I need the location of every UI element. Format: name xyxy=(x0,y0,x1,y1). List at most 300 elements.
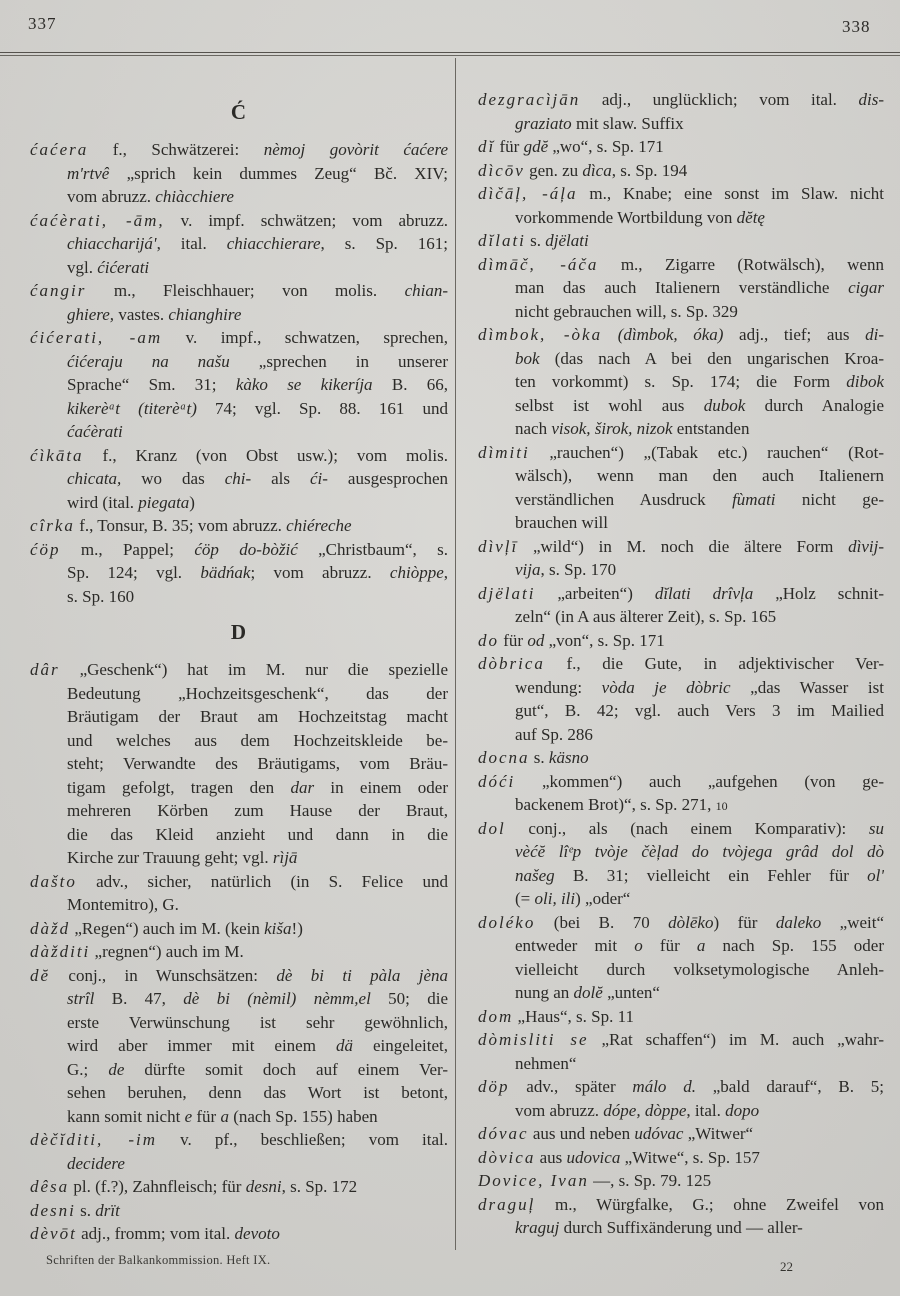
text-segment: (= xyxy=(515,889,535,908)
text-segment: desni xyxy=(245,1177,282,1196)
text-segment: B. 31; vielleicht ein Fehler für xyxy=(554,865,868,885)
dictionary-entry xyxy=(30,138,448,209)
text-segment: „Holz schnit- xyxy=(753,583,884,603)
dictionary-entry xyxy=(30,870,448,917)
dictionary-entry xyxy=(478,88,884,135)
entry-line xyxy=(478,817,884,841)
text-segment: a xyxy=(220,1106,229,1126)
text-segment: dom xyxy=(478,1006,514,1026)
text-segment: od xyxy=(527,630,545,650)
entry-line xyxy=(478,253,884,277)
text-segment: als xyxy=(251,469,310,488)
entry-line xyxy=(30,350,448,374)
dictionary-entry xyxy=(30,917,448,941)
text-segment: nicht ge- xyxy=(775,489,884,509)
text-segment: dàžd xyxy=(30,918,71,938)
dictionary-entry xyxy=(30,514,448,538)
text-segment: adj., fromm; vom ital. xyxy=(76,1224,235,1243)
text-segment: m., Knabe; eine sonst im Slaw. nicht xyxy=(577,184,884,203)
entry-line xyxy=(30,893,448,917)
text-segment: draguļ xyxy=(478,1194,536,1214)
text-segment: dìca xyxy=(582,160,612,180)
entry-line xyxy=(478,229,884,253)
section-heading: D xyxy=(230,620,248,644)
text-segment: su xyxy=(868,818,884,838)
text-segment: —, s. Sp. 79. 125 xyxy=(588,1171,712,1190)
entry-line xyxy=(478,182,884,206)
entry-line xyxy=(478,323,884,347)
text-segment: ći- xyxy=(310,469,328,488)
text-segment: mehreren Körben zum Hause der Braut, xyxy=(67,801,448,820)
text-segment: , ital. xyxy=(686,1100,726,1120)
dictionary-entry xyxy=(30,279,448,326)
text-segment: adv., später xyxy=(509,1077,633,1096)
text-segment: s. Sp. 160 xyxy=(67,586,135,606)
text-segment: dâr xyxy=(30,660,60,679)
entry-line xyxy=(30,987,448,1011)
text-segment: auf Sp. 286 xyxy=(515,724,593,744)
text-segment: steht; Verwandte des Bräutigams, vom Bräu- xyxy=(67,754,448,773)
entry-line xyxy=(30,185,448,209)
text-segment: dìčāļ, -áļa xyxy=(478,184,578,203)
text-segment: wird (ital. xyxy=(67,492,139,512)
text-segment: bok xyxy=(515,348,540,368)
text-segment: ) für xyxy=(713,912,776,932)
dictionary-entry xyxy=(478,1169,884,1193)
text-segment: ; vom abruzz. xyxy=(250,563,390,582)
entry-line xyxy=(478,394,884,418)
text-segment: , s. Sp. 161; xyxy=(320,234,448,253)
text-segment: dopo xyxy=(725,1100,760,1120)
text-segment: und welches aus dem Hochzeitskleide be- xyxy=(67,730,448,750)
text-segment: dòlēko xyxy=(668,912,714,932)
text-segment: dibok xyxy=(846,372,884,391)
text-segment: f., Kranz (von Obst usw.); vom molis. xyxy=(83,445,448,465)
dictionary-entry xyxy=(30,964,448,1129)
entry-line xyxy=(30,373,448,397)
dictionary-entry xyxy=(478,817,884,911)
text-segment: fùmati xyxy=(732,489,776,509)
text-segment: chiaccharijá' xyxy=(67,234,157,253)
text-segment: oli, ili xyxy=(534,889,576,908)
entry-line xyxy=(30,303,448,327)
entry-line xyxy=(478,652,884,676)
text-segment: kiša xyxy=(264,918,292,938)
text-segment: mit slaw. Suffix xyxy=(571,113,684,133)
text-segment: !) xyxy=(291,918,303,938)
text-segment: rìjā xyxy=(272,848,298,867)
text-segment: B. 47, xyxy=(94,989,184,1008)
dictionary-entry xyxy=(478,746,884,770)
text-segment: man das auch Italienern verständliche xyxy=(515,278,849,297)
dictionary-entry xyxy=(30,1175,448,1199)
entry-line xyxy=(478,464,884,488)
text-segment: „bald darauf“, B. 5; xyxy=(695,1077,884,1096)
text-segment: udóvac xyxy=(634,1124,684,1143)
entry-line xyxy=(478,864,884,888)
entry-line xyxy=(478,159,884,183)
text-segment: piegata xyxy=(138,492,190,512)
text-segment: dèčĭditi, -im xyxy=(30,1130,157,1149)
text-segment: wo das xyxy=(121,469,225,488)
text-segment: „wild“) in M. noch die ältere Form xyxy=(518,536,849,556)
text-segment: ćaćèrati xyxy=(67,422,123,441)
entry-line xyxy=(30,538,448,562)
text-segment: de xyxy=(108,1059,125,1079)
entry-line xyxy=(478,770,884,794)
text-segment: „wo“, s. Sp. 171 xyxy=(548,137,664,156)
text-segment: m., Würgfalke, G.; ohne Zweifel von xyxy=(535,1194,884,1214)
dictionary-entry xyxy=(478,182,884,229)
entry-line xyxy=(30,138,448,162)
text-segment: dópe, dòppe xyxy=(603,1100,687,1120)
dictionary-entry xyxy=(478,1028,884,1075)
text-segment: erste Verwünschung ist sehr gewöhnlich, xyxy=(67,1012,448,1032)
text-segment: „arbeiten“) xyxy=(535,583,655,603)
entry-line xyxy=(30,420,448,444)
text-segment: dìcōv xyxy=(478,160,525,180)
text-segment: vija xyxy=(515,560,541,579)
text-segment: strîl xyxy=(67,989,95,1008)
entry-line xyxy=(30,940,448,964)
entry-line xyxy=(478,981,884,1005)
text-segment: vielleicht durch volksetymologische Anleh- xyxy=(515,959,884,979)
text-segment: chiacchierare xyxy=(226,234,321,253)
text-segment: 50; die xyxy=(370,989,448,1008)
text-segment: aus xyxy=(535,1147,567,1167)
entry-line xyxy=(478,1099,884,1123)
text-segment: sehen beruhen, denn das Wort ist betont, xyxy=(67,1083,448,1102)
entry-line xyxy=(478,723,884,747)
text-segment: dašto xyxy=(30,871,77,891)
text-segment: dòbrica xyxy=(478,654,545,673)
text-segment: málo d. xyxy=(632,1077,696,1096)
text-segment: gen. zu xyxy=(524,160,583,180)
text-segment: tigam gefolgt, tragen den xyxy=(67,777,291,797)
entry-line xyxy=(478,793,884,817)
entry-line xyxy=(30,514,448,538)
entry-line xyxy=(30,467,448,491)
text-segment: vastes. xyxy=(114,304,169,324)
entry-line xyxy=(478,1028,884,1052)
entry-line xyxy=(30,326,448,350)
entry-line xyxy=(478,1146,884,1170)
text-segment: (das nach A bei den ungarischen Kroa- xyxy=(539,348,884,368)
text-segment: dar xyxy=(290,777,315,797)
text-segment: m., Fleischhauer; von molis. xyxy=(86,281,405,300)
text-segment: 74; vgl. Sp. 88. 161 und xyxy=(196,398,448,418)
page-number-right: 338 xyxy=(842,17,871,36)
text-segment: ćaćèrati, -ām, xyxy=(30,210,165,230)
text-segment: entstanden xyxy=(672,419,750,438)
entry-line xyxy=(478,347,884,371)
text-segment: adj., unglücklich; vom ital. xyxy=(580,90,859,109)
dictionary-entry xyxy=(478,582,884,629)
text-segment: f., die Gute, in adjektivischer Ver- xyxy=(544,654,884,673)
dictionary-entry xyxy=(478,135,884,159)
text-segment: backenem Brot)“, s. Sp. 271, xyxy=(515,795,716,814)
text-segment: „von“, s. Sp. 171 xyxy=(544,630,665,650)
entry-line xyxy=(30,752,448,776)
text-segment: vgl. xyxy=(67,257,98,277)
entry-line xyxy=(30,964,448,988)
text-segment: ausgesprochen xyxy=(327,469,448,488)
text-segment: bädńak xyxy=(200,563,251,582)
entry-line xyxy=(478,605,884,629)
column-right xyxy=(478,88,884,1240)
text-segment: Bedeutung „Hochzeitsgeschenk“, das der xyxy=(67,683,448,703)
footer-sheet-number: 22 xyxy=(780,1259,793,1274)
text-segment: vorkommende Wortbildung von xyxy=(515,207,737,227)
entry-line xyxy=(478,1005,884,1029)
text-segment: dêsa xyxy=(30,1177,70,1196)
text-segment: Bräutigam der Braut am Hochzeitstag macht xyxy=(67,707,448,726)
text-segment: kraguj xyxy=(515,1218,560,1237)
text-segment: dìmāč, -áča xyxy=(478,254,599,274)
text-segment: dĭ xyxy=(478,137,496,156)
entry-line xyxy=(478,1193,884,1217)
text-segment: do xyxy=(478,630,499,650)
entry-line xyxy=(30,491,448,515)
text-segment: (nach Sp. 155) haben xyxy=(228,1106,378,1126)
text-segment: Sprache“ Sm. 31; xyxy=(67,375,236,394)
text-segment: für xyxy=(642,936,697,955)
text-segment: dĕtę xyxy=(736,207,765,227)
text-segment: ćangir xyxy=(30,281,87,300)
text-segment: verständlichen Ausdruck xyxy=(515,489,733,509)
text-segment: , ital. xyxy=(156,234,227,253)
dictionary-entry xyxy=(478,159,884,183)
text-segment: brauchen will xyxy=(515,513,608,532)
text-segment: dolĕ xyxy=(573,983,603,1002)
text-segment: G.; xyxy=(67,1059,109,1079)
text-segment: durch Analogie xyxy=(745,395,884,415)
entry-line xyxy=(30,705,448,729)
text-segment: dürfte somit doch auf einem Ver- xyxy=(124,1059,448,1079)
text-segment: B. 66, xyxy=(372,375,448,394)
dictionary-entry xyxy=(478,253,884,324)
text-segment: ) xyxy=(189,492,195,512)
entry-line xyxy=(478,1216,884,1240)
text-segment: v. impf. schwätzen; vom abruzz. xyxy=(164,210,448,230)
text-segment: , s. Sp. 170 xyxy=(540,560,617,579)
text-segment: devoto xyxy=(234,1224,280,1243)
entry-line xyxy=(30,397,448,421)
text-segment: ol' xyxy=(867,865,884,885)
text-segment: dol xyxy=(478,818,506,838)
text-segment: e xyxy=(184,1106,193,1126)
entry-line xyxy=(30,162,448,186)
text-segment: , s. Sp. 172 xyxy=(281,1177,358,1196)
text-segment: vèćĕ lîᵉp tvòje čèļad do tvòjega grâd dol dò xyxy=(515,842,884,861)
text-segment: chian- xyxy=(404,281,448,300)
text-segment: für xyxy=(499,630,528,650)
text-segment: 10 xyxy=(715,799,728,813)
entry-line xyxy=(30,917,448,941)
text-segment: m'rtvê xyxy=(67,163,110,183)
dictionary-entry xyxy=(30,940,448,964)
text-segment: „Rat schaffen“) im M. auch „wahr- xyxy=(588,1030,884,1049)
text-segment: dìmiti xyxy=(478,442,530,462)
entry-line xyxy=(30,1175,448,1199)
text-segment: ghiere, xyxy=(67,304,115,324)
text-segment: conj., als (nach einem Komparativ): xyxy=(505,818,869,838)
entry-line xyxy=(30,776,448,800)
text-segment: m., Zigarre (Rotwälsch), wenn xyxy=(598,254,884,274)
text-segment: di- xyxy=(865,325,884,344)
dictionary-entry xyxy=(478,323,884,441)
entry-line xyxy=(478,88,884,112)
text-segment: dä xyxy=(335,1036,353,1055)
text-segment: nehmen“ xyxy=(515,1053,577,1073)
text-segment: (dìmbok, óka) xyxy=(617,325,724,344)
text-segment: in einem oder xyxy=(314,777,448,797)
entry-line xyxy=(478,441,884,465)
text-segment: ćöp xyxy=(30,539,61,559)
text-segment: wendung: xyxy=(515,677,602,697)
text-segment: chianghire xyxy=(168,304,242,324)
text-segment: „rauchen“) „(Tabak etc.) rauchen“ (Rot- xyxy=(529,442,884,462)
text-segment: chiàcchiere xyxy=(155,187,234,206)
entry-line xyxy=(30,846,448,870)
entry-line xyxy=(30,1081,448,1105)
entry-line xyxy=(478,112,884,136)
text-segment: vòda je dòbric xyxy=(601,677,731,697)
text-segment: f., Tonsur, B. 35; vom abruzz. xyxy=(74,516,287,535)
text-segment: pl. (f.?), Zahnfleisch; für xyxy=(69,1177,246,1196)
entry-line xyxy=(478,582,884,606)
text-segment: wälsch), wenn man den auch Italienern xyxy=(515,466,884,485)
text-segment: dóći xyxy=(478,771,516,791)
text-segment xyxy=(602,325,618,344)
entry-line xyxy=(30,1222,448,1246)
text-segment: gut“, B. 42; vgl. auch Vers 3 im Mailied xyxy=(515,701,884,720)
entry-line xyxy=(30,232,448,256)
entry-line xyxy=(30,1034,448,1058)
text-segment: dìvļī xyxy=(478,536,519,556)
column-divider-rule xyxy=(455,58,456,1250)
entry-line xyxy=(478,488,884,512)
text-segment: udovica xyxy=(566,1147,621,1167)
text-segment: djëlati xyxy=(478,583,536,603)
entry-line xyxy=(478,1122,884,1146)
entry-line xyxy=(478,1052,884,1076)
text-segment: adv., sicher, natürlich (in S. Felice und xyxy=(76,871,448,891)
text-segment: döp xyxy=(478,1077,510,1096)
entry-line xyxy=(478,417,884,441)
entry-line xyxy=(478,535,884,559)
entry-line xyxy=(478,370,884,394)
text-segment: drït xyxy=(95,1200,120,1220)
entry-line xyxy=(478,840,884,864)
text-segment: käsno xyxy=(548,748,589,767)
entry-line xyxy=(478,699,884,723)
text-segment: dóvac xyxy=(478,1124,529,1143)
text-segment: v. pf., beschließen; vom ital. xyxy=(157,1130,448,1149)
text-segment: eingeleitet, xyxy=(352,1036,448,1055)
text-segment: chi- xyxy=(224,469,252,488)
entry-line xyxy=(30,209,448,233)
text-segment: dòvica xyxy=(478,1147,536,1167)
text-segment: die das Kleid anzieht und dann in die xyxy=(67,824,448,844)
entry-line xyxy=(478,1075,884,1099)
text-segment: (bei B. 70 xyxy=(535,912,669,932)
text-segment: ćìkāta xyxy=(30,445,84,465)
text-segment: nung an xyxy=(515,983,574,1002)
text-segment: dĕ xyxy=(30,965,51,985)
text-segment: „Witwer“ xyxy=(683,1124,754,1143)
text-segment: Dovice, Ivan xyxy=(478,1171,589,1190)
text-segment: dè bi (nèmil) nèmm,el xyxy=(183,989,371,1008)
text-segment: adj., tief; aus xyxy=(723,325,866,344)
section-heading: Ć xyxy=(230,100,248,124)
text-segment: „unten“ xyxy=(602,983,660,1002)
text-segment: s. xyxy=(525,231,546,250)
entry-line xyxy=(30,585,448,609)
text-segment: decidere xyxy=(67,1153,125,1173)
entry-line xyxy=(30,1199,448,1223)
text-segment: für xyxy=(495,137,524,156)
footer-imprint: Schriften der Balkankommission. Heft IX. xyxy=(46,1253,271,1267)
entry-line xyxy=(478,1169,884,1193)
entry-line xyxy=(478,676,884,700)
text-segment: ćöp do-bòžić xyxy=(194,539,298,559)
text-segment: v. impf., schwatzen, sprechen, xyxy=(162,328,448,347)
entry-line xyxy=(30,682,448,706)
dictionary-entry xyxy=(478,229,884,253)
entry-line xyxy=(30,444,448,468)
text-segment: djëlati xyxy=(545,231,589,250)
text-segment: „weit“ xyxy=(821,912,884,932)
text-segment: s. xyxy=(75,1200,96,1220)
dictionary-entry xyxy=(478,652,884,746)
text-segment: m., Pappel; xyxy=(60,539,195,559)
text-segment: nach xyxy=(515,419,552,438)
text-segment: graziato xyxy=(515,113,572,133)
dictionary-entry xyxy=(30,209,448,280)
text-segment: „kommen“) auch „aufgehen (von ge- xyxy=(515,771,884,791)
dictionary-entry xyxy=(30,658,448,870)
text-segment: visok, širok, nizok xyxy=(551,419,673,438)
text-segment: Sp. 124; vgl. xyxy=(67,563,201,582)
text-segment: ćaćera xyxy=(30,140,89,159)
text-segment: dĭlati drîvļa xyxy=(654,583,754,603)
dictionary-entry xyxy=(478,535,884,582)
dictionary-entry xyxy=(478,1193,884,1240)
entry-line xyxy=(30,1152,448,1176)
dictionary-entry xyxy=(478,1075,884,1122)
entry-line xyxy=(478,746,884,770)
entry-line xyxy=(30,658,448,682)
entry-line xyxy=(30,1105,448,1129)
text-segment: daleko xyxy=(775,912,822,932)
text-segment: dĭlati xyxy=(478,231,526,250)
entry-line xyxy=(30,1011,448,1035)
text-segment: „Haus“, s. Sp. 11 xyxy=(513,1006,634,1026)
entry-line xyxy=(478,958,884,982)
entry-line xyxy=(30,799,448,823)
text-segment: dis- xyxy=(858,90,884,109)
dictionary-entry xyxy=(478,911,884,1005)
text-segment: conj., in Wunschsätzen: xyxy=(50,965,277,985)
text-segment: cigar xyxy=(848,278,884,297)
entry-line xyxy=(30,729,448,753)
dictionary-entry xyxy=(478,770,884,817)
entry-line xyxy=(478,934,884,958)
entry-line xyxy=(30,279,448,303)
text-segment: kàko se kikeríja xyxy=(235,375,373,394)
text-segment: kann somit nicht xyxy=(67,1106,185,1126)
